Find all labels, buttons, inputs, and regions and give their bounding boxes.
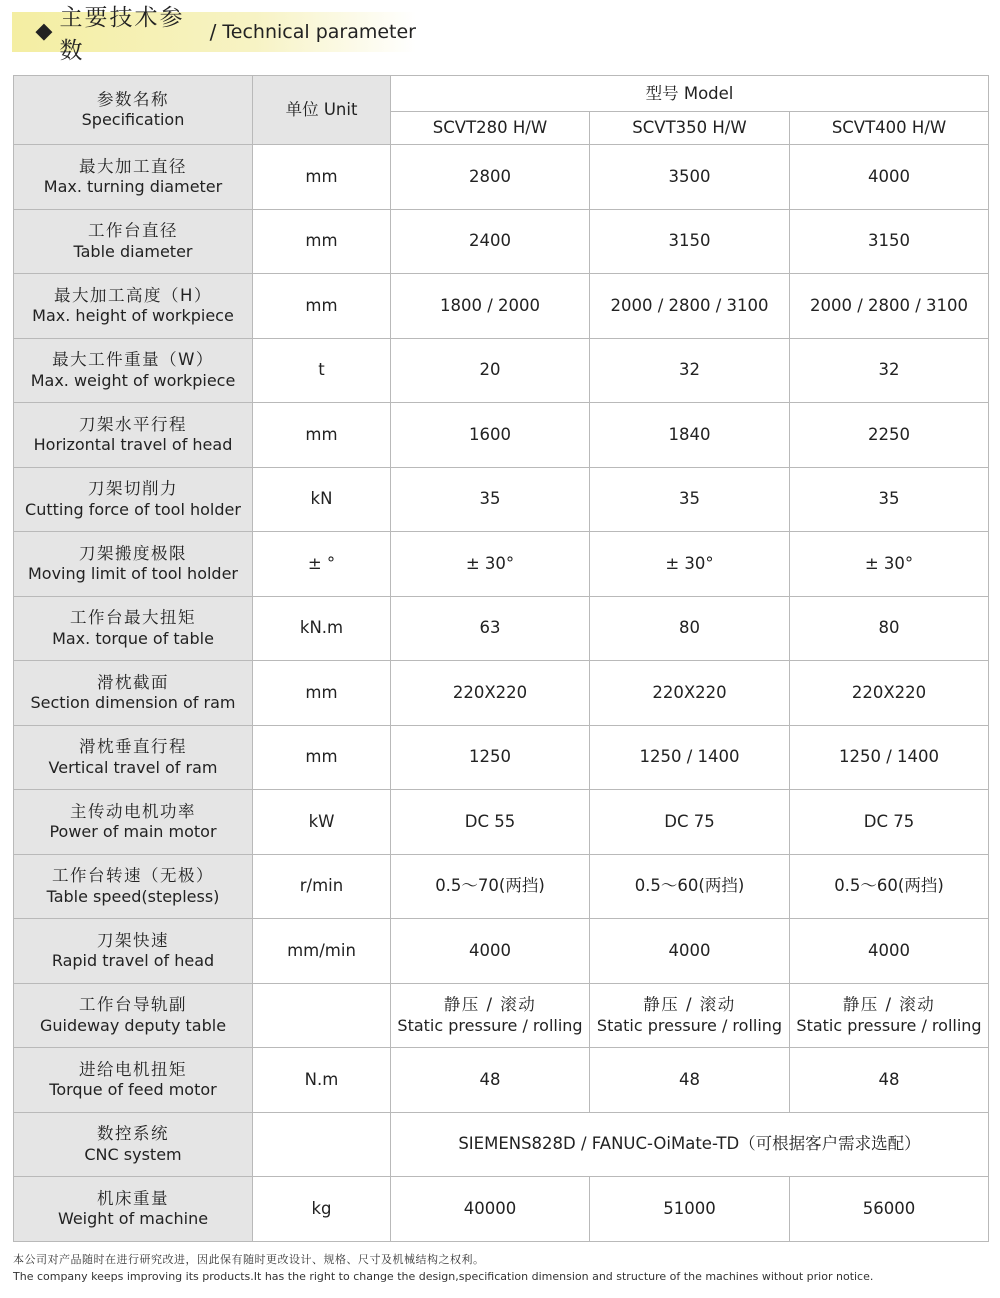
value-cell bbox=[790, 1048, 989, 1113]
unit-value: r/min bbox=[299, 876, 344, 896]
spec-name-cell bbox=[14, 1048, 253, 1113]
spec-name-cell bbox=[14, 596, 253, 661]
unit-value: ± ° bbox=[307, 553, 336, 573]
value-cell bbox=[391, 274, 590, 339]
value-cell bbox=[391, 145, 590, 210]
unit-value: kN.m bbox=[299, 618, 344, 638]
value-cell bbox=[391, 209, 590, 274]
value-cell bbox=[790, 403, 989, 468]
value-cell bbox=[790, 661, 989, 726]
cell-value: 32 bbox=[679, 360, 700, 380]
cell-value: 220X220 bbox=[652, 682, 727, 702]
value-cell bbox=[790, 919, 989, 984]
cell-value: 4000 bbox=[469, 940, 511, 960]
spec-name-en: CNC system bbox=[84, 1144, 182, 1164]
spec-name-cell bbox=[14, 919, 253, 984]
table-row bbox=[14, 532, 989, 597]
spec-name-cn: 工作台直径 bbox=[88, 221, 178, 241]
spec-name-en: Weight of machine bbox=[57, 1209, 209, 1229]
spec-name-en: Moving limit of tool holder bbox=[27, 564, 238, 584]
unit-cell bbox=[253, 1112, 391, 1177]
cell-value: DC 55 bbox=[464, 811, 516, 831]
model-column-header: SCVT350 H/W bbox=[590, 112, 790, 145]
cell-value: 4000 bbox=[668, 940, 711, 960]
table-row bbox=[14, 274, 989, 339]
unit-value: mm bbox=[305, 747, 338, 767]
spec-name-cn: 最大工件重量（W） bbox=[52, 350, 214, 370]
spec-name-en: Horizontal travel of head bbox=[33, 435, 233, 455]
spec-name-cell bbox=[14, 725, 253, 790]
unit-cell bbox=[253, 919, 391, 984]
cell-value: 3500 bbox=[668, 166, 711, 186]
table-row bbox=[14, 983, 989, 1048]
value-cell bbox=[590, 338, 790, 403]
cell-value: 80 bbox=[878, 618, 900, 638]
table-row bbox=[14, 661, 989, 726]
spec-name-cell bbox=[14, 338, 253, 403]
cell-value: 4000 bbox=[868, 940, 910, 960]
cell-value: 3150 bbox=[668, 231, 711, 251]
table-row bbox=[14, 467, 989, 532]
unit-cell bbox=[253, 274, 391, 339]
value-cell bbox=[391, 596, 590, 661]
value-cell bbox=[790, 596, 989, 661]
cell-value: 2250 bbox=[868, 424, 910, 444]
spec-name-cell bbox=[14, 145, 253, 210]
technical-parameter-table bbox=[13, 75, 989, 1242]
spec-name-cell bbox=[14, 532, 253, 597]
spec-name-cell bbox=[14, 403, 253, 468]
spec-name-en: Rapid travel of head bbox=[51, 951, 215, 971]
spec-name-cell bbox=[14, 790, 253, 855]
spec-name-cell bbox=[14, 661, 253, 726]
cell-value: DC 75 bbox=[863, 811, 915, 831]
value-cell bbox=[391, 532, 590, 597]
value-cell bbox=[590, 1177, 790, 1242]
spec-name-cn: 滑枕截面 bbox=[97, 672, 169, 692]
cell-value: 40000 bbox=[463, 1198, 517, 1218]
value-cell bbox=[790, 209, 989, 274]
value-cell bbox=[790, 725, 989, 790]
diamond-bullet-icon bbox=[35, 24, 52, 41]
cell-value: 1250 / 1400 bbox=[639, 747, 740, 767]
cell-value-en: Static pressure / rolling bbox=[397, 1015, 583, 1035]
spec-name-cn: 进给电机扭矩 bbox=[79, 1059, 187, 1079]
cell-value: 2400 bbox=[469, 231, 511, 251]
value-cell bbox=[590, 467, 790, 532]
unit-value: t bbox=[318, 360, 325, 380]
value-cell bbox=[790, 983, 989, 1048]
table-row bbox=[14, 145, 989, 210]
cell-value: 48 bbox=[479, 1069, 501, 1089]
value-cell bbox=[391, 1048, 590, 1113]
spec-name-cn: 工作台转速（无极） bbox=[52, 866, 214, 886]
footer-note bbox=[13, 1251, 993, 1283]
cell-value: 2000 / 2800 / 3100 bbox=[809, 295, 969, 315]
cell-value: 0.5～70(两挡) bbox=[435, 876, 545, 896]
value-cell bbox=[391, 338, 590, 403]
cell-value: 1600 bbox=[469, 424, 511, 444]
spec-name-cell bbox=[14, 1112, 253, 1177]
footer-note-cn: 本公司对产品随时在进行研究改进，因此保有随时更改设计、规格、尺寸及机械结构之权利。 bbox=[13, 1253, 485, 1266]
value-cell bbox=[790, 274, 989, 339]
cell-value: 48 bbox=[878, 1069, 900, 1089]
spec-name-en: Table diameter bbox=[73, 241, 193, 261]
unit-value: kW bbox=[308, 811, 335, 831]
cell-value: 2000 / 2800 / 3100 bbox=[610, 295, 769, 315]
unit-cell bbox=[253, 532, 391, 597]
unit-value: mm bbox=[305, 295, 338, 315]
spec-name-cell bbox=[14, 854, 253, 919]
model-column-header: SCVT280 H/W bbox=[391, 112, 590, 145]
cell-value: 0.5～60(两挡) bbox=[834, 876, 944, 896]
cell-value: 220X220 bbox=[851, 682, 927, 702]
spec-name-cn: 刀架快速 bbox=[97, 930, 169, 950]
value-cell bbox=[590, 532, 790, 597]
value-cell bbox=[590, 919, 790, 984]
unit-cell bbox=[253, 145, 391, 210]
cnc-value-cell bbox=[391, 1112, 989, 1177]
cell-value: 35 bbox=[479, 489, 501, 509]
cell-value: ± 30° bbox=[465, 553, 515, 573]
spec-name-cn: 工作台最大扭矩 bbox=[70, 608, 196, 628]
table-row bbox=[14, 1048, 989, 1113]
spec-name-en: Max. height of workpiece bbox=[32, 306, 234, 326]
model-header: 型号 Model bbox=[391, 76, 989, 112]
section-title-separator: / bbox=[209, 20, 217, 44]
spec-name-cn: 主传动电机功率 bbox=[70, 801, 196, 821]
cell-value: 51000 bbox=[663, 1198, 716, 1218]
spec-name-cn: 刀架搬度极限 bbox=[79, 543, 187, 563]
table-row bbox=[14, 596, 989, 661]
cell-value: 80 bbox=[679, 618, 700, 638]
spec-name-cn: 刀架水平行程 bbox=[79, 414, 187, 434]
spec-name-cn: 滑枕垂直行程 bbox=[79, 737, 187, 757]
value-cell bbox=[790, 1177, 989, 1242]
value-cell bbox=[790, 467, 989, 532]
spec-name-en: Vertical travel of ram bbox=[48, 757, 218, 777]
spec-name-cn: 刀架切削力 bbox=[88, 479, 178, 499]
cell-value: 35 bbox=[878, 489, 900, 509]
table-row bbox=[14, 338, 989, 403]
value-cell bbox=[590, 209, 790, 274]
table-row bbox=[14, 1112, 989, 1177]
cell-value: 48 bbox=[679, 1069, 700, 1089]
unit-value: kg bbox=[311, 1198, 332, 1218]
spec-name-cell bbox=[14, 1177, 253, 1242]
cell-value: 1840 bbox=[668, 424, 711, 444]
spec-name-en: Max. torque of table bbox=[52, 628, 214, 648]
value-cell bbox=[790, 854, 989, 919]
cell-value: 2800 bbox=[469, 166, 511, 186]
value-cell bbox=[391, 1177, 590, 1242]
section-title-en: Technical parameter bbox=[222, 21, 416, 43]
value-cell bbox=[590, 661, 790, 726]
value-cell bbox=[590, 983, 790, 1048]
spec-name-en: Max. turning diameter bbox=[43, 177, 223, 197]
spec-name-en: Power of main motor bbox=[49, 822, 217, 842]
unit-value: N.m bbox=[304, 1069, 339, 1089]
value-cell bbox=[590, 274, 790, 339]
value-cell bbox=[391, 403, 590, 468]
cell-value: 1250 / 1400 bbox=[838, 747, 940, 767]
table-row bbox=[14, 403, 989, 468]
cell-value: 220X220 bbox=[452, 682, 528, 702]
cell-value: 3150 bbox=[868, 231, 910, 251]
spec-name-cn: 机床重量 bbox=[97, 1188, 169, 1208]
unit-value: mm bbox=[305, 682, 338, 702]
unit-value: mm bbox=[305, 231, 338, 251]
value-cell bbox=[790, 790, 989, 855]
value-cell bbox=[391, 467, 590, 532]
unit-header: 单位 Unit bbox=[253, 76, 391, 145]
unit-cell bbox=[253, 1048, 391, 1113]
unit-cell bbox=[253, 209, 391, 274]
value-cell bbox=[391, 661, 590, 726]
section-title-bar bbox=[12, 5, 416, 64]
table-row bbox=[14, 209, 989, 274]
cnc-system-value: SIEMENS828D / FANUC-OiMate-TD（可根据客户需求选配） bbox=[458, 1134, 921, 1154]
spec-name-cell bbox=[14, 274, 253, 339]
spec-name-en: Torque of feed motor bbox=[49, 1080, 217, 1100]
cell-value: 56000 bbox=[862, 1198, 916, 1218]
unit-value: mm bbox=[305, 424, 338, 444]
unit-cell bbox=[253, 725, 391, 790]
table-row bbox=[14, 725, 989, 790]
value-cell bbox=[590, 145, 790, 210]
value-cell bbox=[590, 1048, 790, 1113]
cell-value-cn: 静压 / 滚动 bbox=[842, 995, 936, 1015]
cell-value: 1800 / 2000 bbox=[439, 295, 541, 315]
table-row bbox=[14, 919, 989, 984]
spec-name-en: Guideway deputy table bbox=[39, 1015, 227, 1035]
unit-cell bbox=[253, 854, 391, 919]
value-cell bbox=[590, 854, 790, 919]
cell-value: 32 bbox=[878, 360, 900, 380]
cell-value: 4000 bbox=[868, 166, 910, 186]
value-cell bbox=[590, 403, 790, 468]
cell-value-en: Static pressure / rolling bbox=[796, 1015, 982, 1035]
spec-name-cell bbox=[14, 467, 253, 532]
cell-value: 63 bbox=[479, 618, 501, 638]
cell-value-en: Static pressure / rolling bbox=[596, 1015, 783, 1035]
cell-value: 35 bbox=[679, 489, 700, 509]
cell-value: 0.5～60(两挡) bbox=[634, 876, 745, 896]
spec-name-cn: 数控系统 bbox=[97, 1124, 169, 1144]
table-row bbox=[14, 854, 989, 919]
unit-cell bbox=[253, 1177, 391, 1242]
value-cell bbox=[590, 596, 790, 661]
unit-cell bbox=[253, 596, 391, 661]
cell-value: 1250 bbox=[469, 747, 511, 767]
cell-value-cn: 静压 / 滚动 bbox=[443, 995, 537, 1015]
unit-cell bbox=[253, 661, 391, 726]
value-cell bbox=[590, 725, 790, 790]
unit-cell bbox=[253, 467, 391, 532]
unit-value: mm/min bbox=[287, 940, 356, 960]
value-cell bbox=[391, 919, 590, 984]
unit-cell bbox=[253, 790, 391, 855]
value-cell bbox=[790, 145, 989, 210]
spec-name-cn: 最大加工高度（H） bbox=[54, 285, 212, 305]
spec-name-cell bbox=[14, 209, 253, 274]
spec-name-cell bbox=[14, 983, 253, 1048]
unit-value: mm bbox=[305, 166, 338, 186]
unit-cell bbox=[253, 983, 391, 1048]
unit-cell bbox=[253, 403, 391, 468]
cell-value: ± 30° bbox=[665, 553, 714, 573]
cell-value: ± 30° bbox=[864, 553, 914, 573]
spec-name-en: Section dimension of ram bbox=[30, 693, 236, 713]
value-cell bbox=[391, 790, 590, 855]
table-row bbox=[14, 790, 989, 855]
spec-name-cn: 最大加工直径 bbox=[79, 156, 187, 176]
value-cell bbox=[790, 532, 989, 597]
section-title-cn: 主要技术参数 bbox=[59, 5, 185, 64]
cell-value: 20 bbox=[479, 360, 501, 380]
value-cell bbox=[391, 854, 590, 919]
value-cell bbox=[790, 338, 989, 403]
spec-name-en: Table speed(stepless) bbox=[46, 886, 220, 906]
value-cell bbox=[391, 725, 590, 790]
cell-value: DC 75 bbox=[664, 811, 715, 831]
cell-value-cn: 静压 / 滚动 bbox=[643, 995, 736, 1015]
value-cell bbox=[590, 790, 790, 855]
model-column-header: SCVT400 H/W bbox=[790, 112, 989, 145]
footer-note-en: The company keeps improving its products.It has the right to change the design,specification dimension and structure of the machines without prior notice. bbox=[13, 1270, 874, 1283]
specification-header: 参数名称 Specification bbox=[14, 76, 253, 145]
spec-name-en: Max. weight of workpiece bbox=[30, 370, 236, 390]
value-cell bbox=[391, 983, 590, 1048]
unit-value: kN bbox=[310, 489, 333, 509]
table-row bbox=[14, 1177, 989, 1242]
unit-cell bbox=[253, 338, 391, 403]
spec-name-en: Cutting force of tool holder bbox=[25, 499, 241, 519]
spec-name-cn: 工作台导轨副 bbox=[79, 995, 187, 1015]
